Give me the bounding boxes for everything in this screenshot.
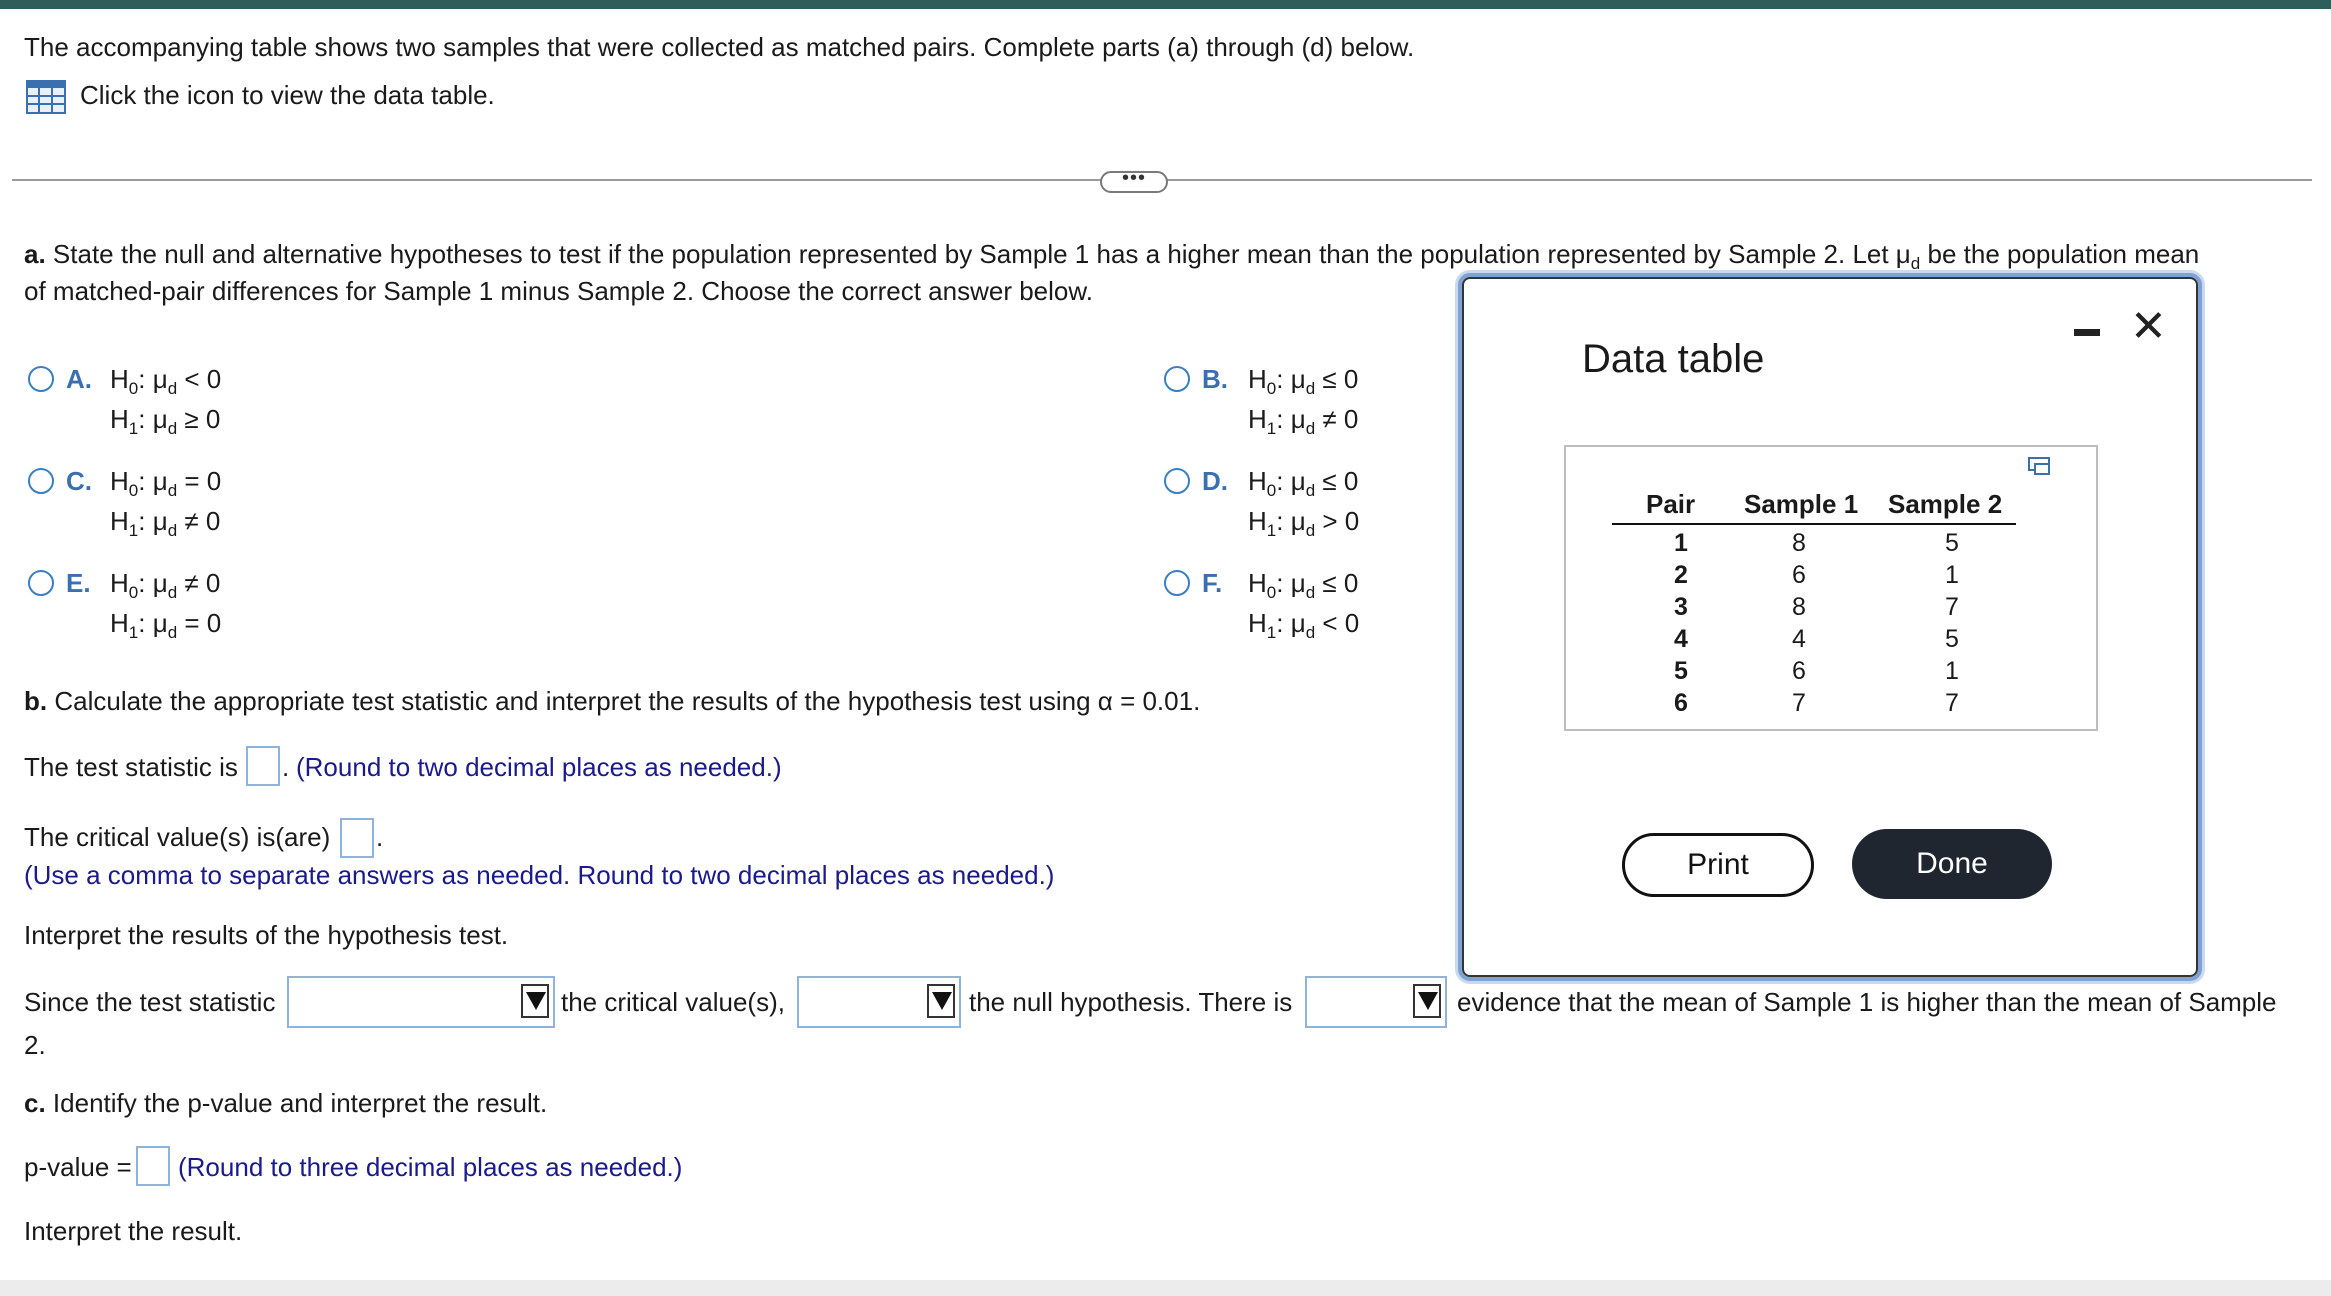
table-cell: 1 xyxy=(1674,529,1688,557)
table-cell: 8 xyxy=(1792,529,1806,557)
test-stat-label: The test statistic is xyxy=(24,752,238,782)
option-a-letter: A. xyxy=(66,364,92,394)
comparison-dropdown[interactable] xyxy=(287,976,555,1028)
option-a-h1-op: ≥ 0 xyxy=(184,404,221,434)
table-cell: 7 xyxy=(1792,689,1806,717)
minimize-icon[interactable] xyxy=(2074,329,2100,336)
option-b-h0: $H_0$: $\mu_d \le 0$ xyxy=(1248,364,1359,398)
option-c-letter: C. xyxy=(66,466,92,496)
option-f-h1-op: < 0 xyxy=(1322,608,1360,638)
part-c-text xyxy=(24,1088,547,1119)
decision-dropdown[interactable] xyxy=(797,976,961,1028)
option-b-h0-op: ≤ 0 xyxy=(1322,364,1359,394)
option-d-h1: $H_1$: $\mu_d > 0$ xyxy=(1248,506,1360,540)
option-a-h0-op: < 0 xyxy=(184,364,222,394)
evidence-text: evidence that the mean of Sample 1 is higher than the mean of Sample xyxy=(1457,987,2277,1017)
crit-text: the critical value(s), xyxy=(561,987,785,1017)
dropdown-arrow-icon[interactable] xyxy=(1413,984,1441,1018)
column-sample1 xyxy=(1784,527,1814,719)
part-a-line2: of matched-pair differences for Sample 1 minus Sample 2. Choose the correct answer below. xyxy=(24,276,1093,306)
expand-divider-button[interactable]: ••• xyxy=(1100,171,1168,193)
done-button[interactable]: Done xyxy=(1852,829,2052,899)
part-c-question: Identify the p-value and interpret the result. xyxy=(52,1088,548,1118)
option-e-h1: $H_1$: $\mu_d = 0$ xyxy=(110,608,222,642)
option-a-h0: $H_0$: $\mu_d < 0$ xyxy=(110,364,222,398)
table-cell: 6 xyxy=(1792,561,1806,589)
pvalue-label: p-value = xyxy=(24,1152,132,1182)
table-cell: 1 xyxy=(1945,657,1959,685)
table-cell: 6 xyxy=(1792,657,1806,685)
header-sample1: Sample 1 xyxy=(1744,489,1859,519)
dropdown-arrow-icon[interactable] xyxy=(927,984,955,1018)
option-f-h0: $H_0$: $\mu_d \le 0$ xyxy=(1248,568,1359,602)
table-cell: 4 xyxy=(1674,625,1688,653)
critical-period: . xyxy=(376,822,384,852)
option-b-h1: $H_1$: $\mu_d \ne 0$ xyxy=(1248,404,1359,438)
table-cell: 3 xyxy=(1674,593,1688,621)
test-stat-period: . xyxy=(282,752,290,782)
evidence-text-end: 2. xyxy=(24,1030,46,1060)
since-text: Since the test statistic xyxy=(24,987,276,1017)
radio-f[interactable] xyxy=(1164,570,1190,596)
option-d-h1-op: > 0 xyxy=(1322,506,1360,536)
critical-label: The critical value(s) is(are) xyxy=(24,822,331,852)
data-table-link[interactable]: Click the icon to view the data table. xyxy=(80,80,495,110)
option-b-h1-op: ≠ 0 xyxy=(1322,404,1359,434)
radio-b[interactable] xyxy=(1164,366,1190,392)
option-c-h0: $H_0$: $\mu_d = 0$ xyxy=(110,466,222,500)
option-a-h1: $H_1$: $\mu_d \ge 0$ xyxy=(110,404,221,438)
option-f-h0-op: ≤ 0 xyxy=(1322,568,1359,598)
option-d-h0-op: ≤ 0 xyxy=(1322,466,1359,496)
option-f-letter: F. xyxy=(1202,568,1223,598)
part-c-label: c. xyxy=(24,1088,46,1118)
radio-a[interactable] xyxy=(28,366,54,392)
table-cell: 4 xyxy=(1792,625,1806,653)
table-cell: 5 xyxy=(1945,625,1959,653)
interpret-result-label: Interpret the result. xyxy=(24,1216,243,1246)
test-stat-hint: (Round to two decimal places as needed.) xyxy=(296,752,782,782)
option-e-h0: $H_0$: $\mu_d \ne 0$ xyxy=(110,568,221,602)
pvalue-hint: (Round to three decimal places as needed.) xyxy=(178,1152,683,1182)
critical-value-input[interactable] xyxy=(340,818,374,858)
radio-e[interactable] xyxy=(28,570,54,596)
column-sample2 xyxy=(1937,527,1967,719)
table-cell: 1 xyxy=(1945,561,1959,589)
option-b-letter: B. xyxy=(1202,364,1228,394)
table-cell: 8 xyxy=(1792,593,1806,621)
option-e-letter: E. xyxy=(66,568,91,598)
table-cell: 2 xyxy=(1674,561,1688,589)
intro-text: The accompanying table shows two samples that were collected as matched pairs. Complete parts (a) through (d) below. xyxy=(24,32,1415,62)
data-table-dialog xyxy=(1458,273,2202,981)
part-b-question: Calculate the appropriate test statistic and interpret the results of the hypothesis test using α = 0.01. xyxy=(54,686,1201,716)
bottom-bar xyxy=(0,1280,2331,1296)
critical-hint: (Use a comma to separate answers as needed. Round to two decimal places as needed.) xyxy=(24,860,1055,890)
part-b-label: b. xyxy=(24,686,48,716)
test-stat-input[interactable] xyxy=(246,746,280,786)
table-cell: 5 xyxy=(1945,529,1959,557)
table-cell: 7 xyxy=(1945,689,1959,717)
table-cell: 6 xyxy=(1674,689,1688,717)
option-c-h1-op: ≠ 0 xyxy=(184,506,221,536)
option-e-h1-op: = 0 xyxy=(184,608,222,638)
option-d-h0: $H_0$: $\mu_d \le 0$ xyxy=(1248,466,1359,500)
print-button[interactable]: Print xyxy=(1622,833,1814,897)
part-a-text-end: be the population mean xyxy=(1920,239,2200,269)
header-pair: Pair xyxy=(1646,489,1696,519)
option-c-h0-op: = 0 xyxy=(184,466,222,496)
header-sample2: Sample 2 xyxy=(1888,489,2003,519)
part-a-text: State the null and alternative hypotheses to test if the population represented by Sample 1 has a higher mean than the population represented by Sample 2. Let μ xyxy=(52,239,1911,269)
pvalue-input[interactable] xyxy=(136,1146,170,1186)
popout-icon[interactable] xyxy=(2028,457,2050,475)
part-b-text xyxy=(24,686,1200,717)
header-rule xyxy=(1612,523,2016,525)
option-e-h0-op: ≠ 0 xyxy=(184,568,221,598)
data-table xyxy=(1564,445,2098,731)
radio-d[interactable] xyxy=(1164,468,1190,494)
close-icon[interactable]: ✕ xyxy=(2130,302,2167,351)
dialog-title: Data table xyxy=(1582,337,1765,381)
part-a-line1 xyxy=(24,239,2199,274)
top-bar xyxy=(0,0,2331,9)
mu-subscript: d xyxy=(1910,254,1921,273)
option-c-h1: $H_1$: $\mu_d \ne 0$ xyxy=(110,506,221,540)
dropdown-arrow-icon[interactable] xyxy=(521,984,549,1018)
table-cell: 5 xyxy=(1674,657,1688,685)
radio-c[interactable] xyxy=(28,468,54,494)
option-f-h1: $H_1$: $\mu_d < 0$ xyxy=(1248,608,1360,642)
evidence-dropdown[interactable] xyxy=(1305,976,1447,1028)
option-d-letter: D. xyxy=(1202,466,1228,496)
part-a-label: a. xyxy=(24,239,46,269)
data-table-icon[interactable] xyxy=(26,80,66,114)
table-cell: 7 xyxy=(1945,593,1959,621)
null-text: the null hypothesis. There is xyxy=(969,987,1293,1017)
interpret-test-label: Interpret the results of the hypothesis test. xyxy=(24,920,509,950)
column-pair xyxy=(1666,527,1696,719)
